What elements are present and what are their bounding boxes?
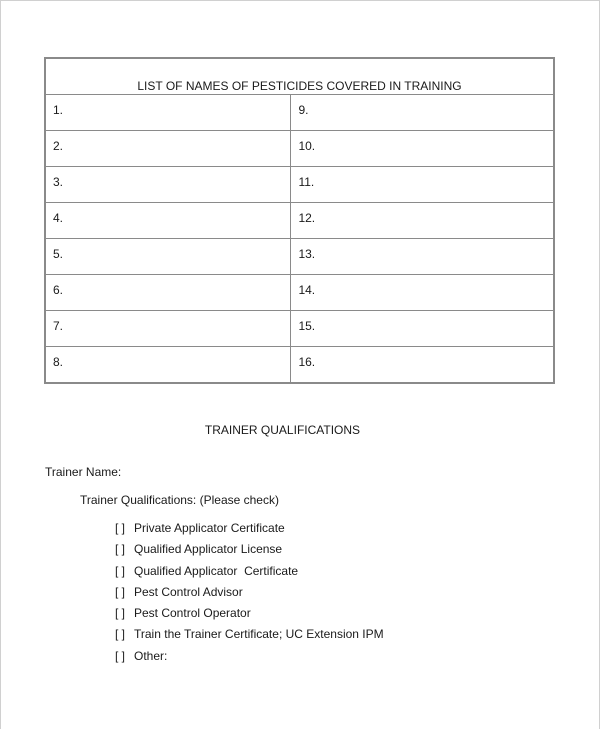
- option-label: Pest Control Operator: [134, 606, 251, 621]
- pesticide-entry-field[interactable]: 9.: [291, 95, 554, 131]
- qualification-option: [115, 542, 384, 563]
- option-label: Qualified Applicator License: [134, 542, 283, 557]
- table-row: [45, 311, 554, 347]
- qualification-option: [115, 649, 384, 670]
- qualifications-heading: Trainer Qualifications: (Please check): [80, 493, 279, 507]
- pesticide-entry-field[interactable]: 16.: [291, 347, 554, 383]
- checkbox[interactable]: [ ]: [115, 521, 126, 535]
- pesticide-entry-field[interactable]: 7.: [45, 311, 291, 347]
- pesticide-entry-field[interactable]: 15.: [291, 311, 554, 347]
- option-label: Private Applicator Certificate: [134, 521, 285, 535]
- pesticide-entry-field[interactable]: 2.: [45, 131, 291, 167]
- qualifications-checklist: [115, 521, 384, 670]
- pesticide-entry-field[interactable]: 10.: [291, 131, 554, 167]
- table-row: [45, 239, 554, 275]
- pesticide-entry-field[interactable]: 8.: [45, 347, 291, 383]
- table-title: LIST OF NAMES OF PESTICIDES COVERED IN TRAINING: [45, 58, 554, 95]
- checkbox[interactable]: [ ]: [115, 563, 126, 578]
- qualification-option: [115, 627, 384, 648]
- qualification-option: [115, 564, 384, 585]
- table-row: [45, 275, 554, 311]
- pesticide-table: [44, 57, 555, 384]
- checkbox[interactable]: [ ]: [115, 648, 126, 663]
- pesticide-entry-field[interactable]: 12.: [291, 203, 554, 239]
- checkbox[interactable]: [ ]: [115, 542, 126, 557]
- pesticide-entry-field[interactable]: 14.: [291, 275, 554, 311]
- checkbox[interactable]: [ ]: [115, 627, 126, 642]
- pesticide-entry-field[interactable]: 1.: [45, 95, 291, 131]
- pesticide-entry-field[interactable]: 13.: [291, 239, 554, 275]
- pesticide-entry-field[interactable]: 6.: [45, 275, 291, 311]
- option-label: Train the Trainer Certificate; UC Extension IPM: [134, 627, 384, 642]
- qualification-option: [115, 521, 384, 542]
- table-row: [45, 131, 554, 167]
- option-label: Pest Control Advisor: [134, 584, 243, 599]
- pesticide-entry-field[interactable]: 4.: [45, 203, 291, 239]
- table-row: [45, 95, 554, 131]
- option-label: Other:: [134, 648, 168, 663]
- checkbox[interactable]: [ ]: [115, 584, 126, 599]
- table-row: [45, 203, 554, 239]
- table-row: [45, 347, 554, 383]
- qualification-option: [115, 585, 384, 606]
- pesticide-entry-field[interactable]: 11.: [291, 167, 554, 203]
- qualification-option: [115, 606, 384, 627]
- option-label: Qualified Applicator Certificate: [134, 563, 299, 578]
- trainer-name-field[interactable]: Trainer Name:: [45, 465, 122, 479]
- table-row: [45, 167, 554, 203]
- section-title: TRAINER QUALIFICATIONS: [204, 423, 361, 437]
- pesticide-entry-field[interactable]: 3.: [45, 167, 291, 203]
- checkbox[interactable]: [ ]: [115, 606, 126, 621]
- pesticide-entry-field[interactable]: 5.: [45, 239, 291, 275]
